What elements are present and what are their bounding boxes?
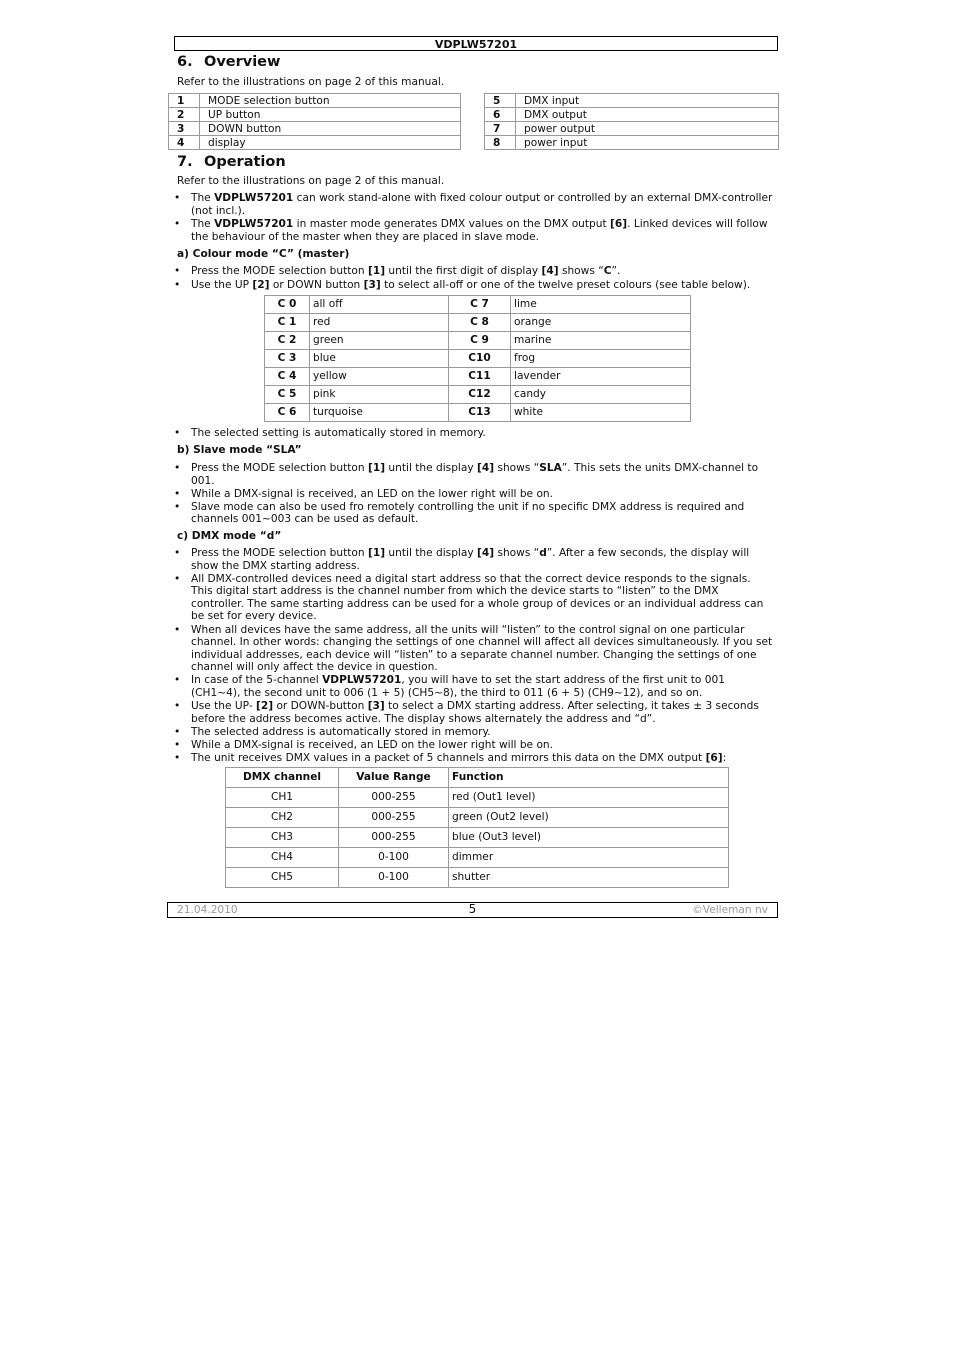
colour-preset-table (264, 295, 691, 422)
table-row: C 5 pink C12 candy (265, 386, 691, 404)
table-row: CH4 0-100 dimmer (226, 848, 729, 868)
subheading-colour-mode: a) Colour mode “C” (master) (177, 248, 350, 260)
list-item: • In case of the 5-channel VDPLW57201, you will have to set the start address of the first unit to 001 (CH1~4), the second unit to 006 (1 + 5) (CH5~8), the third to 011 (6 + 5) (CH9~12), and so on. (174, 674, 725, 700)
table-row: CH3 000-255 blue (Out3 level) (226, 828, 729, 848)
list-item: • Press the MODE selection button [1] until the display [4] shows “d”. After a few seconds, the display will show the DMX starting address. (174, 547, 750, 572)
list-item: • The unit receives DMX values in a packet of 5 channels and mirrors this data on the DMX output [6]: (174, 752, 727, 764)
list-item: • All DMX-controlled devices need a digital start address so that the correct device responds to the signals. This digital start address is the channel number from which the device starts to “listen” to the DMX controller. The same starting address can be used for a whole group of devices or an individual address can be set for every device. (174, 572, 764, 623)
colour-mode-bullets (174, 265, 774, 291)
list-item: • Press the MODE selection button [1] until the first digit of display [4] shows “C”. (174, 265, 621, 277)
dmx-channel-table (225, 767, 729, 888)
document-header (174, 36, 778, 51)
overview-table-left (168, 93, 461, 150)
overview-intro: Refer to the illustrations on page 2 of this manual. (177, 76, 445, 88)
slave-mode-bullets (174, 462, 774, 526)
colour-mode-after (174, 427, 774, 440)
list-item: • The VDPLW57201 in master mode generates DMX values on the DMX output [6]. Linked devices will follow the behaviour of the master when they are placed in slave mode. (174, 218, 768, 243)
dmx-mode-bullets (174, 547, 774, 765)
subheading-dmx-mode: c) DMX mode “d” (177, 530, 282, 542)
page-number: 5 (468, 902, 477, 916)
table-row: 2 UP button (169, 108, 461, 122)
table-header-row: DMX channel Value Range Function (226, 768, 729, 788)
list-item: • Slave mode can also be used fro remotely controlling the unit if no specific DMX address is required and channels 001~003 can be used as default. (174, 500, 745, 526)
section-heading-operation: 7. Operation (177, 154, 286, 170)
table-row: 3 DOWN button (169, 122, 461, 136)
table-row: 5 DMX input (485, 94, 779, 108)
table-row: 6 DMX output (485, 108, 779, 122)
list-item: • Use the UP- [2] or DOWN-button [3] to select a DMX starting address. After selecting, it takes ± 3 seconds before the address becomes active. The display shows alternately the address and “d”. (174, 700, 759, 725)
table-row: C 6 turquoise C13 white (265, 404, 691, 422)
list-item: • The selected setting is automatically stored in memory. (174, 427, 486, 439)
model-title: VDPLW57201 (434, 38, 518, 51)
list-item: • When all devices have the same address, all the units will “listen” to the control signal on one particular channel. In other words: changing the settings of one channel will affect all devices simultaneously. If you set individual addresses, each device will “listen” to a separate channel number. Changing the settings of one channel will only affect the device in question. (174, 623, 773, 674)
subheading-slave-mode: b) Slave mode “SLA” (177, 444, 302, 456)
table-row: 4 display (169, 136, 461, 150)
list-item: • The VDPLW57201 can work stand-alone with fixed colour output or controlled by an external DMX-controller (not incl.). (174, 192, 773, 217)
table-row: C 2 green C 9 marine (265, 332, 691, 350)
table-row: C 3 blue C10 frog (265, 350, 691, 368)
list-item: • Use the UP [2] or DOWN button [3] to select all-off or one of the twelve preset colours (see table below). (174, 278, 751, 291)
table-row: CH5 0-100 shutter (226, 868, 729, 888)
table-row: C 4 yellow C11 lavender (265, 368, 691, 386)
section-heading-overview: 6. Overview (177, 54, 281, 70)
table-row: 1 MODE selection button (169, 94, 461, 108)
table-row: C 0 all off C 7 lime (265, 296, 691, 314)
table-row: CH1 000-255 red (Out1 level) (226, 788, 729, 808)
table-row: 7 power output (485, 122, 779, 136)
table-row: 8 power input (485, 136, 779, 150)
document-footer (167, 902, 778, 918)
footer-date: 21.04.2010 (177, 904, 238, 916)
table-row: CH2 000-255 green (Out2 level) (226, 808, 729, 828)
overview-table-right (484, 93, 779, 150)
list-item: • The selected address is automatically stored in memory. (174, 725, 491, 738)
footer-copyright: ©Velleman nv (692, 904, 768, 916)
list-item: • While a DMX-signal is received, an LED on the lower right will be on. (174, 487, 554, 500)
list-item: • While a DMX-signal is received, an LED on the lower right will be on. (174, 738, 554, 751)
table-row: C 1 red C 8 orange (265, 314, 691, 332)
list-item: • Press the MODE selection button [1] until the display [4] shows “SLA”. This sets the units DMX-channel to 001. (174, 462, 759, 487)
operation-bullets (174, 192, 774, 243)
operation-intro: Refer to the illustrations on page 2 of this manual. (177, 175, 445, 187)
